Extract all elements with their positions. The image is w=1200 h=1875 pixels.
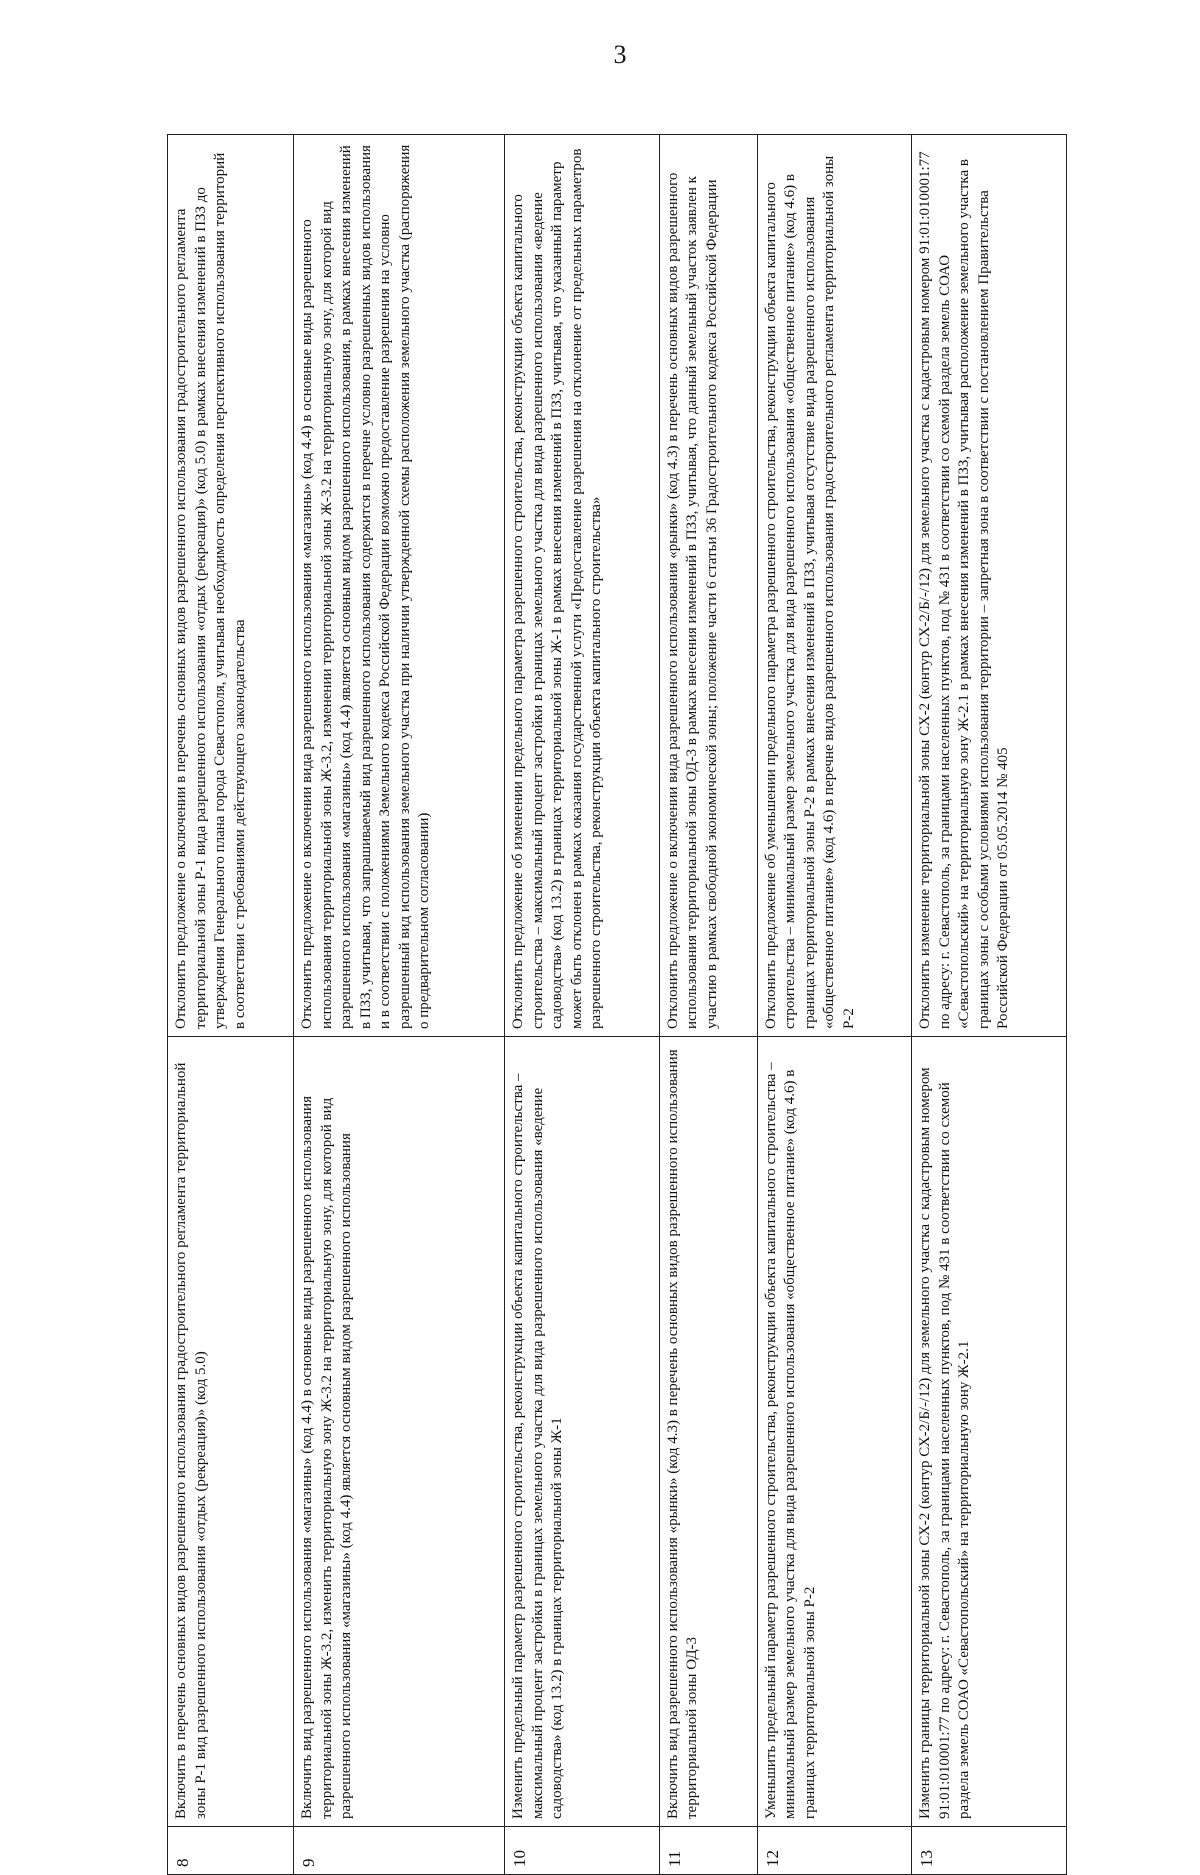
row-number: 8 bbox=[168, 1827, 294, 1875]
table-row bbox=[912, 135, 1067, 1875]
decision-cell: Отклонить предложение об уменьшении предельного параметра разрешенного строительства, реконструкции объекта капитального строительства – минимальный размер земельного участка для вида разрешенного использования «общественное питание» (код 4.6) в границах территориальной зоны Р-2 в рамках внесения изменений в ПЗЗ, учитывая отсутствие вида разрешенного использования «общественное питание» (код 4.6) в перечне видов разрешенного использования градостроительного регламента территориальной зоны Р-2 bbox=[757, 135, 912, 1037]
decision-cell: Отклонить предложение о включении в перечень основных видов разрешенного использования градостроительного регламента территориальной зоны Р-1 вида разрешенного использования «отдых (рекреация)» (код 5.0) в рамках внесения изменений в ПЗЗ до утверждения Генерального плана города Севастополя, учитывая необходимость определения перспективного использования территорий в соответствии с требованиями действующего законодательства bbox=[168, 135, 294, 1037]
row-number: 9 bbox=[294, 1827, 505, 1875]
page-number: 3 bbox=[613, 40, 627, 69]
decision-cell: Отклонить изменение территориальной зоны СХ-2 (контур СХ-2/Б/-/12) для земельного участка с кадастровым номером 91:01:010001:77 по адресу: г. Севастополь, за границами населенных пунктов, под № 431 в соответствии со схемой раздела земель СОАО «Севастопольский» на территориальную зону Ж-2.1 в рамках внесения изменений в ПЗЗ, учитывая расположение земельного участка в границах зоны с особыми условиями использования территории – запретная зона в соответствии с постановлением Правительства Российской Федерации от 05.05.2014 № 405 bbox=[912, 135, 1067, 1037]
proposal-cell: Включить вид разрешенного использования «магазины» (код 4.4) в основные виды разрешенного использования территориальной зоны Ж-3.2, изменить территориальную зону Ж-3.2 на территориальную зону, для которой вид разрешенного использования «магазины» (код 4.4) является основным видом разрешенного использования bbox=[294, 1037, 505, 1827]
proposal-cell: Изменить границы территориальной зоны СХ-2 (контур СХ-2/Б/-/12) для земельного участка с кадастровым номером 91:01:010001:77 по адресу: г. Севастополь, за границами населенных пунктов, под № 431 в соответствии со схемой раздела земель СОАО «Севастопольский» на территориальную зону Ж-2.1 bbox=[912, 1037, 1067, 1827]
table-row bbox=[168, 135, 294, 1875]
proposal-cell: Уменьшить предельный параметр разрешенного строительства, реконструкции объекта капитального строительства – минимальный размер земельного участка для вида разрешенного использования «общественное питание» (код 4.6) в границах территориальной зоны Р-2 bbox=[757, 1037, 912, 1827]
proposal-cell: Включить в перечень основных видов разрешенного использования градостроительного регламента территориальной зоны Р-1 вид разрешенного использования «отдых (рекреация)» (код 5.0) bbox=[168, 1037, 294, 1827]
decision-cell: Отклонить предложение о включении вида разрешенного использования «рынки» (код 4.3) в перечень основных видов разрешенного использования территориальной зоны ОД-3 в рамках внесения изменений в ПЗЗ, учитывая, что данный земельный участок заявлен к участию в рамках свободной экономической зоны; положение части 6 статьи 36 Градостроительного кодекса Российской Федерации bbox=[659, 135, 757, 1037]
rotated-table-container bbox=[167, 135, 1067, 1875]
proposal-cell: Изменить предельный параметр разрешенного строительства, реконструкции объекта капитального строительства – максимальный процент застройки в границах земельного участка для вида разрешенного использования «ведение садоводства» (код 13.2) в границах территориальной зоны Ж-1 bbox=[505, 1037, 660, 1827]
decision-cell: Отклонить предложение об изменении предельного параметра разрешенного строительства, реконструкции объекта капитального строительства – максимальный процент застройки в границах земельного участка для вида разрешенного использования «ведение садоводства» (код 13.2) в границах территориальной зоны Ж-1 в рамках внесения изменений в ПЗЗ, учитывая, что указанный параметр может быть отклонен в рамках оказания государственной услуги «Предоставление разрешения на отклонение от предельных параметров разрешенного строительства, реконструкции объекта капитального строительства» bbox=[505, 135, 660, 1037]
row-number: 11 bbox=[659, 1827, 757, 1875]
proposal-cell: Включить вид разрешенного использования «рынки» (код 4.3) в перечень основных видов разрешенного использования территориальной зоны ОД-3 bbox=[659, 1037, 757, 1827]
table-row bbox=[294, 135, 505, 1875]
table-row bbox=[505, 135, 660, 1875]
row-number: 10 bbox=[505, 1827, 660, 1875]
table-row bbox=[757, 135, 912, 1875]
decision-cell: Отклонить предложение о включении вида разрешенного использования «магазины» (код 4.4) в основные виды разрешенного использования территориальной зоны Ж-3.2, изменении территориальной зоны Ж-3.2 на территориальную зону, для которой вид разрешенного использования «магазины» (код 4.4) является основным видом разрешенного использования, в рамках внесения изменений в ПЗЗ, учитывая, что запрашиваемый вид разрешенного использования содержится в перечне условно разрешенных видов использования и в соответствии с положениями Земельного кодекса Российской Федерации возможно предоставление разрешения на условно разрешенный вид использования земельного участка при наличии утвержденной схемы расположения земельного участка (распоряжения о предварительном согласовании) bbox=[294, 135, 505, 1037]
row-number: 13 bbox=[912, 1827, 1067, 1875]
proposals-table bbox=[167, 134, 1067, 1875]
row-number: 12 bbox=[757, 1827, 912, 1875]
table-row bbox=[659, 135, 757, 1875]
